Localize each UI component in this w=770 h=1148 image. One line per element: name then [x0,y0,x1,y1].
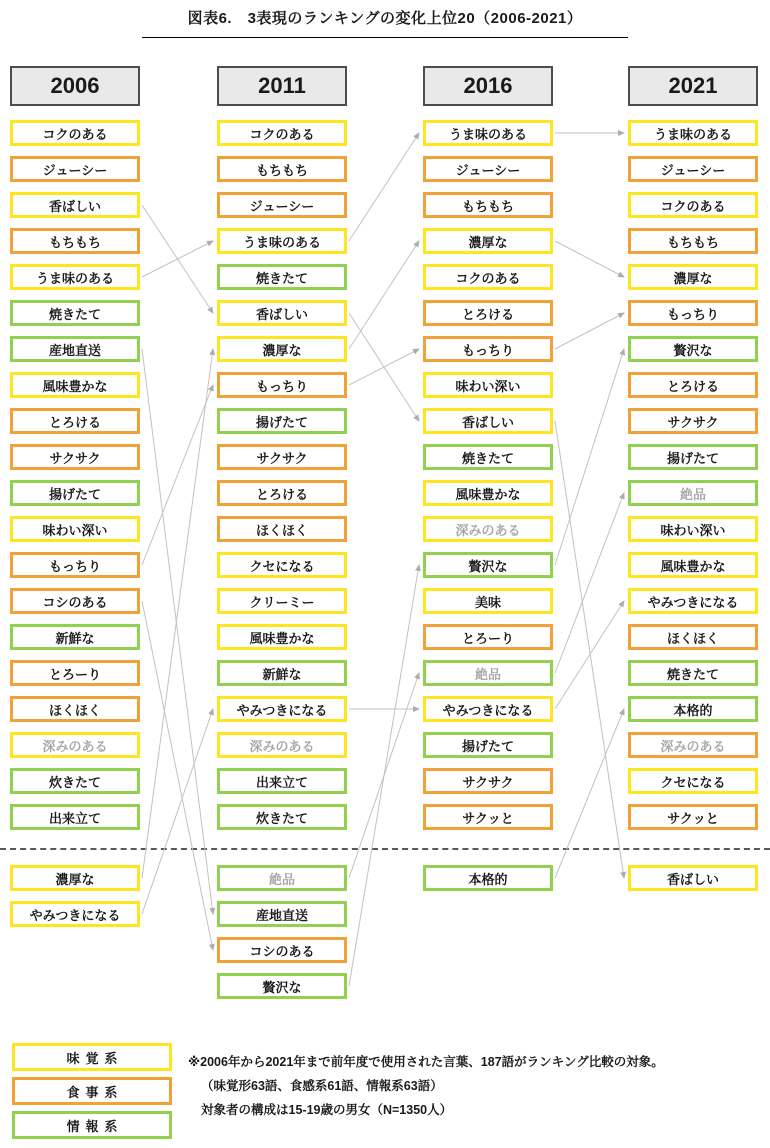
term-box-2006-rank18: 深みのある [10,732,140,758]
term-box-2006-rank2: ジューシー [10,156,140,182]
term-box-2021-rank1: うま味のある [628,120,758,146]
term-box-2011-rank21: 絶品 [217,865,347,891]
connector-濃厚な [349,241,419,349]
connector-本格的 [555,709,624,878]
term-box-2011-rank7: 濃厚な [217,336,347,362]
term-box-2016-rank1: うま味のある [423,120,553,146]
term-box-2016-rank9: 香ばしい [423,408,553,434]
term-box-2006-rank19: 炊きたて [10,768,140,794]
term-box-2011-rank18: 深みのある [217,732,347,758]
term-box-2006-rank3: 香ばしい [10,192,140,218]
term-box-2006-rank15: 新鮮な [10,624,140,650]
term-box-2006-rank22: やみつきになる [10,901,140,927]
term-box-2011-rank11: とろける [217,480,347,506]
connector-産地直送 [142,349,213,914]
connector-もっちり [555,313,624,349]
term-box-2016-rank4: 濃厚な [423,228,553,254]
legend-item-meal: 食事系 [12,1077,172,1105]
term-box-2021-rank5: 濃厚な [628,264,758,290]
connector-香ばしい [555,421,624,878]
term-box-2016-rank14: 美味 [423,588,553,614]
column-header-2016: 2016 [423,66,553,106]
footnote-line-3: 対象者の構成は15-19歳の男女（N=1350人） [201,1103,453,1117]
term-box-2016-rank2: ジューシー [423,156,553,182]
term-box-2021-rank7: 贅沢な [628,336,758,362]
chart-title: 図表6. 3表現のランキングの変化上位20（2006-2021） [187,10,583,27]
term-box-2006-rank13: もっちり [10,552,140,578]
connector-もっちり [142,385,213,565]
connector-うま味のある [142,241,213,277]
term-box-2016-rank12: 深みのある [423,516,553,542]
term-box-2021-rank21: 香ばしい [628,865,758,891]
term-box-2016-rank6: とろける [423,300,553,326]
connector-濃厚な [555,241,624,277]
term-box-2011-rank1: コクのある [217,120,347,146]
term-box-2006-rank1: コクのある [10,120,140,146]
term-box-2011-rank8: もっちり [217,372,347,398]
term-box-2011-rank23: コシのある [217,937,347,963]
connector-濃厚な [142,349,213,878]
term-box-2021-rank19: クセになる [628,768,758,794]
term-box-2016-rank19: サクサク [423,768,553,794]
term-box-2006-rank5: うま味のある [10,264,140,290]
term-box-2011-rank24: 贅沢な [217,973,347,999]
term-box-2021-rank16: 焼きたて [628,660,758,686]
footnote-line-1: ※2006年から2021年まで前年度で使用された言葉、187語がランキング比較の対象。 [188,1055,664,1069]
column-header-2021: 2021 [628,66,758,106]
term-box-2006-rank17: ほくほく [10,696,140,722]
connector-絶品 [555,493,624,673]
term-box-2016-rank20: サクッと [423,804,553,830]
column-header-2011: 2011 [217,66,347,106]
term-box-2011-rank16: 新鮮な [217,660,347,686]
connector-もっちり [349,349,419,385]
term-box-2016-rank21: 本格的 [423,865,553,891]
term-box-2011-rank10: サクサク [217,444,347,470]
term-box-2021-rank20: サクッと [628,804,758,830]
term-box-2006-rank12: 味わい深い [10,516,140,542]
legend-item-info: 情報系 [12,1111,172,1139]
term-box-2011-rank19: 出来立て [217,768,347,794]
term-box-2021-rank15: ほくほく [628,624,758,650]
term-box-2016-rank15: とろーり [423,624,553,650]
term-box-2011-rank20: 炊きたて [217,804,347,830]
term-box-2011-rank3: ジューシー [217,192,347,218]
term-box-2016-rank7: もっちり [423,336,553,362]
term-box-2011-rank17: やみつきになる [217,696,347,722]
term-box-2011-rank22: 産地直送 [217,901,347,927]
term-box-2016-rank16: 絶品 [423,660,553,686]
term-box-2011-rank9: 揚げたて [217,408,347,434]
term-box-2006-rank9: とろける [10,408,140,434]
term-box-2006-rank16: とろーり [10,660,140,686]
term-box-2016-rank17: やみつきになる [423,696,553,722]
term-box-2011-rank14: クリーミー [217,588,347,614]
term-box-2011-rank13: クセになる [217,552,347,578]
term-box-2011-rank12: ほくほく [217,516,347,542]
column-header-2006: 2006 [10,66,140,106]
term-box-2006-rank7: 産地直送 [10,336,140,362]
connector-贅沢な [555,349,624,565]
term-box-2016-rank8: 味わい深い [423,372,553,398]
term-box-2021-rank12: 味わい深い [628,516,758,542]
term-box-2011-rank2: もちもち [217,156,347,182]
term-box-2016-rank3: もちもち [423,192,553,218]
footnotes [188,1050,763,1122]
connector-贅沢な [349,565,419,986]
term-box-2021-rank13: 風味豊かな [628,552,758,578]
term-box-2006-rank21: 濃厚な [10,865,140,891]
term-box-2021-rank11: 絶品 [628,480,758,506]
term-box-2016-rank13: 贅沢な [423,552,553,578]
term-box-2006-rank8: 風味豊かな [10,372,140,398]
connector-コシのある [142,601,213,950]
term-box-2016-rank10: 焼きたて [423,444,553,470]
term-box-2021-rank14: やみつきになる [628,588,758,614]
term-box-2021-rank17: 本格的 [628,696,758,722]
term-box-2006-rank11: 揚げたて [10,480,140,506]
term-box-2006-rank4: もちもち [10,228,140,254]
term-box-2021-rank3: コクのある [628,192,758,218]
term-box-2016-rank18: 揚げたて [423,732,553,758]
term-box-2016-rank5: コクのある [423,264,553,290]
term-box-2011-rank6: 香ばしい [217,300,347,326]
term-box-2011-rank5: 焼きたて [217,264,347,290]
term-box-2021-rank6: もっちり [628,300,758,326]
legend-item-taste: 味覚系 [12,1043,172,1071]
connector-やみつきになる [142,709,213,914]
connector-やみつきになる [555,601,624,709]
term-box-2021-rank9: サクサク [628,408,758,434]
term-box-2021-rank4: もちもち [628,228,758,254]
term-box-2006-rank20: 出来立て [10,804,140,830]
term-box-2006-rank6: 焼きたて [10,300,140,326]
term-box-2006-rank14: コシのある [10,588,140,614]
footnote-line-2: （味覚形63語、食感系61語、情報系63語） [201,1079,443,1093]
term-box-2011-rank4: うま味のある [217,228,347,254]
term-box-2006-rank10: サクサク [10,444,140,470]
connector-うま味のある [349,133,419,241]
term-box-2021-rank10: 揚げたて [628,444,758,470]
term-box-2021-rank18: 深みのある [628,732,758,758]
term-box-2011-rank15: 風味豊かな [217,624,347,650]
term-box-2021-rank8: とろける [628,372,758,398]
term-box-2016-rank11: 風味豊かな [423,480,553,506]
term-box-2021-rank2: ジューシー [628,156,758,182]
